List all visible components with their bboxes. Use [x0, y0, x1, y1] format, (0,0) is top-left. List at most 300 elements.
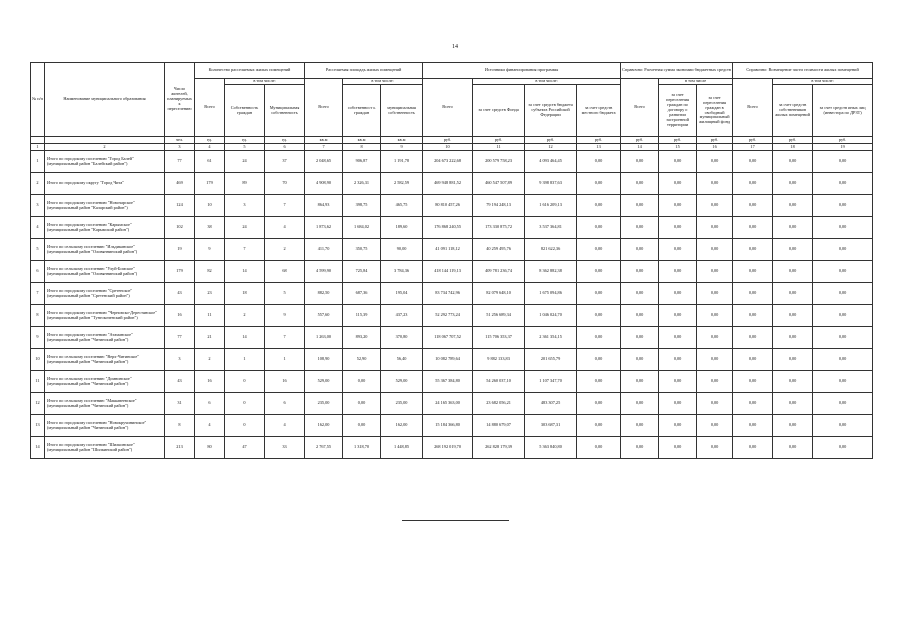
value-cell: 687,36	[343, 283, 381, 305]
row-number: 4	[31, 217, 45, 239]
value-cell: 398,75	[343, 195, 381, 217]
header-residents: Число жителей, планируемых к переселению	[165, 63, 195, 137]
value-cell: 0,00	[659, 393, 697, 415]
value-cell: 14	[225, 327, 265, 349]
value-cell: 0,00	[813, 305, 873, 327]
value-cell: 0,00	[733, 349, 773, 371]
value-cell: 0,00	[733, 173, 773, 195]
table-row	[31, 283, 873, 305]
value-cell: 23 682 056,21	[473, 393, 525, 415]
value-cell: 0,00	[621, 305, 659, 327]
value-cell: 0,00	[813, 173, 873, 195]
value-cell: 0,00	[697, 327, 733, 349]
header-area: Расселяемая площадь жилых помещений	[305, 63, 423, 79]
municipality-name: Итого по городскому поселению "Карымское" (муниципальный район "Карымский район")	[45, 217, 165, 239]
table-row	[31, 349, 873, 371]
value-cell: 469 948 881,52	[423, 173, 473, 195]
value-cell: 303 687,31	[525, 415, 577, 437]
value-cell: 0,00	[773, 437, 813, 459]
column-index-cell: 18	[773, 144, 813, 151]
row-number: 11	[31, 371, 45, 393]
table-row	[31, 261, 873, 283]
table-row	[31, 415, 873, 437]
municipality-name: Итого по сельскому поселению "Маккавеевское" (муниципальный район "Читинский район")	[45, 393, 165, 415]
value-cell: 52 292 773,24	[423, 305, 473, 327]
value-cell: 19	[165, 239, 195, 261]
table-row	[31, 393, 873, 415]
value-cell: 6	[195, 393, 225, 415]
value-cell: 4	[195, 415, 225, 437]
value-cell: 16	[195, 371, 225, 393]
unit-cell: руб.	[473, 137, 525, 144]
signature-line	[402, 520, 509, 521]
header-economy-including: в том числе	[659, 79, 733, 85]
value-cell: 54 260 037,10	[473, 371, 525, 393]
value-cell: 0,00	[697, 283, 733, 305]
row-number: 6	[31, 261, 45, 283]
value-cell: 0,00	[733, 327, 773, 349]
value-cell: 0,00	[659, 415, 697, 437]
value-cell: 0,00	[621, 393, 659, 415]
value-cell: 821 622,36	[525, 239, 577, 261]
value-cell: 0,00	[813, 261, 873, 283]
value-cell: 0,00	[577, 261, 621, 283]
value-cell: 409 781 236,74	[473, 261, 525, 283]
value-cell: 204 673 222,68	[423, 151, 473, 173]
table-row	[31, 217, 873, 239]
unit-cell: руб.	[659, 137, 697, 144]
value-cell: 8 362 882,38	[525, 261, 577, 283]
value-cell: 0,00	[621, 217, 659, 239]
value-cell: 0,00	[733, 371, 773, 393]
header-premises-count: Количество расселяемых жилых помещений	[195, 63, 305, 79]
column-index-cell: 17	[733, 144, 773, 151]
value-cell: 350,75	[343, 239, 381, 261]
unit-cell: ед.	[265, 137, 305, 144]
value-cell: 0,00	[733, 261, 773, 283]
value-cell: 0,00	[659, 349, 697, 371]
unit-cell	[45, 137, 165, 144]
value-cell: 0,00	[659, 239, 697, 261]
value-cell: 0,00	[697, 239, 733, 261]
value-cell: 0,00	[659, 305, 697, 327]
value-cell: 80 810 457,26	[423, 195, 473, 217]
value-cell: 70	[265, 173, 305, 195]
header-premises-total: Всего	[195, 79, 225, 137]
value-cell: 82	[195, 261, 225, 283]
value-cell: 179	[165, 261, 195, 283]
value-cell: 0,00	[621, 349, 659, 371]
column-index-cell: 7	[305, 144, 343, 151]
column-index-cell: 9	[381, 144, 423, 151]
value-cell: 2 767,55	[305, 437, 343, 459]
column-index-cell: 8	[343, 144, 381, 151]
value-cell: 80	[195, 437, 225, 459]
value-cell: 0,00	[343, 371, 381, 393]
value-cell: 83 734 742,96	[423, 283, 473, 305]
value-cell: 9	[265, 305, 305, 327]
value-cell: 0,00	[773, 239, 813, 261]
value-cell: 9 398 837,63	[525, 173, 577, 195]
value-cell: 179	[195, 173, 225, 195]
row-number: 14	[31, 437, 45, 459]
table-row	[31, 371, 873, 393]
value-cell: 893,20	[343, 327, 381, 349]
value-cell: 437,23	[381, 305, 423, 327]
row-number: 7	[31, 283, 45, 305]
value-cell: 201 655,79	[525, 349, 577, 371]
value-cell: 529,00	[305, 371, 343, 393]
value-cell: 0,00	[813, 195, 873, 217]
municipality-name: Итого по сельскому поселению "Ильдиканское" (муниципальный район "Оловяннинский район")	[45, 239, 165, 261]
value-cell: 115 706 353,37	[473, 327, 525, 349]
value-cell: 0,00	[813, 371, 873, 393]
column-index-cell: 16	[697, 144, 733, 151]
header-local-budget: за счет средств местного бюджета	[577, 85, 621, 137]
municipality-name: Итого по городскому поселению "Черновско-Дерестянское" (муниципальный район "Тунгокоченский район")	[45, 305, 165, 327]
value-cell: 0,00	[577, 371, 621, 393]
value-cell: 0,00	[577, 415, 621, 437]
value-cell: 68	[265, 261, 305, 283]
value-cell: 0,00	[813, 327, 873, 349]
value-cell: 0,00	[813, 415, 873, 437]
value-cell: 4 093 464,45	[525, 151, 577, 173]
value-cell: 24	[225, 151, 265, 173]
value-cell: 77	[165, 151, 195, 173]
municipality-name: Итого по городскому округу "Город Чита"	[45, 173, 165, 195]
value-cell: 1 046 024,70	[525, 305, 577, 327]
value-cell: 0,00	[697, 393, 733, 415]
header-area-total: Всего	[305, 79, 343, 137]
value-cell: 0,00	[577, 239, 621, 261]
value-cell: 0,00	[697, 217, 733, 239]
value-cell: 0,00	[813, 239, 873, 261]
unit-cell: кв.м	[305, 137, 343, 144]
value-cell: 0,00	[577, 349, 621, 371]
value-cell: 6	[265, 393, 305, 415]
value-cell: 0,00	[733, 393, 773, 415]
value-cell: 24 165 363,00	[423, 393, 473, 415]
header-area-municipal: муниципальная собственность	[381, 85, 423, 137]
value-cell: 465,75	[381, 195, 423, 217]
value-cell: 370,80	[381, 327, 423, 349]
unit-cell: руб.	[525, 137, 577, 144]
value-cell: 0,00	[659, 151, 697, 173]
value-cell: 0,00	[697, 305, 733, 327]
value-cell: 0,00	[773, 415, 813, 437]
municipality-name: Итого по городскому поселению "Город Балей" (муниципальный район "Балейский район")	[45, 151, 165, 173]
value-cell: 4	[265, 217, 305, 239]
value-cell: 9	[195, 239, 225, 261]
value-cell: 115,39	[343, 305, 381, 327]
value-cell: 906,87	[343, 151, 381, 173]
unit-cell	[31, 137, 45, 144]
table-row	[31, 305, 873, 327]
value-cell: 189,60	[381, 217, 423, 239]
value-cell: 41 091 118,12	[423, 239, 473, 261]
value-cell: 79 194 248,13	[473, 195, 525, 217]
value-cell: 11	[195, 305, 225, 327]
value-cell: 0,00	[697, 415, 733, 437]
municipality-name: Итого по городскому поселению "Сретенское" (муниципальный район "Сретенский район")	[45, 283, 165, 305]
value-cell: 0,00	[577, 305, 621, 327]
value-cell: 2 361 354,15	[525, 327, 577, 349]
value-cell: 2 326,31	[343, 173, 381, 195]
unit-cell: руб.	[813, 137, 873, 144]
value-cell: 0,00	[733, 437, 773, 459]
row-number: 10	[31, 349, 45, 371]
value-cell: 1 318,70	[343, 437, 381, 459]
table-row	[31, 195, 873, 217]
value-cell: 0,00	[733, 305, 773, 327]
value-cell: 55 367 384,80	[423, 371, 473, 393]
value-cell: 16	[265, 371, 305, 393]
value-cell: 1 675 094,86	[525, 283, 577, 305]
value-cell: 268 192 019,70	[423, 437, 473, 459]
value-cell: 52,90	[343, 349, 381, 371]
value-cell: 23	[195, 283, 225, 305]
header-area-including: в том числе:	[343, 79, 423, 85]
value-cell: 124	[165, 195, 195, 217]
value-cell: 0,00	[659, 217, 697, 239]
header-sources: Источники финансирования программы	[423, 63, 621, 79]
value-cell: 0,00	[773, 327, 813, 349]
value-cell: 108,90	[305, 349, 343, 371]
header-premises-including: в том числе:	[225, 79, 305, 85]
value-cell: 90,00	[381, 239, 423, 261]
value-cell: 0,00	[577, 327, 621, 349]
row-number: 3	[31, 195, 45, 217]
value-cell: 3 784,36	[381, 261, 423, 283]
value-cell: 0,00	[773, 371, 813, 393]
value-cell: 0,00	[577, 151, 621, 173]
value-cell: 0,00	[621, 283, 659, 305]
value-cell: 82 079 648,10	[473, 283, 525, 305]
value-cell: 0,00	[621, 239, 659, 261]
row-number: 8	[31, 305, 45, 327]
value-cell: 31	[165, 393, 195, 415]
municipality-name: Итого по сельскому поселению "Улуй-Бомское" (муниципальный район "Оловяннинский район")	[45, 261, 165, 283]
municipality-name: Итого по городскому поселению "Новокручининское" (муниципальный район "Читинский район")	[45, 415, 165, 437]
value-cell: 213	[165, 437, 195, 459]
column-index-cell: 15	[659, 144, 697, 151]
value-cell: 1	[225, 349, 265, 371]
row-number: 1	[31, 151, 45, 173]
value-cell: 40 259 495,76	[473, 239, 525, 261]
value-cell: 262 828 179,39	[473, 437, 525, 459]
value-cell: 1 448,85	[381, 437, 423, 459]
unit-cell: ед.	[195, 137, 225, 144]
value-cell: 0,00	[621, 195, 659, 217]
header-fund: за счет средств Фонда	[473, 85, 525, 137]
table-row	[31, 173, 873, 195]
unit-cell: кв.м	[343, 137, 381, 144]
value-cell: 0,00	[813, 283, 873, 305]
value-cell: 195,04	[381, 283, 423, 305]
value-cell: 0,00	[343, 415, 381, 437]
value-cell: 0,00	[659, 437, 697, 459]
value-cell: 411,70	[305, 239, 343, 261]
value-cell: 0,00	[733, 217, 773, 239]
value-cell: 0,00	[577, 217, 621, 239]
header-compensation-total: Всего	[733, 79, 773, 137]
page-number: 14	[452, 44, 458, 50]
value-cell: 0,00	[813, 151, 873, 173]
value-cell: 7	[265, 195, 305, 217]
value-cell: 0	[225, 393, 265, 415]
value-cell: 0,00	[659, 173, 697, 195]
column-index-cell: 13	[577, 144, 621, 151]
value-cell: 0,00	[343, 393, 381, 415]
unit-cell: кв.м	[381, 137, 423, 144]
value-cell: 4 599,90	[305, 261, 343, 283]
column-index-cell: 11	[473, 144, 525, 151]
value-cell: 0,00	[773, 393, 813, 415]
value-cell: 0,00	[697, 437, 733, 459]
value-cell: 5 363 840,80	[525, 437, 577, 459]
header-compensation-including: в том числе:	[773, 79, 873, 85]
value-cell: 1 873,62	[305, 217, 343, 239]
value-cell: 14	[225, 261, 265, 283]
value-cell: 7	[225, 239, 265, 261]
value-cell: 0,00	[621, 415, 659, 437]
value-cell: 0,00	[773, 173, 813, 195]
value-cell: 1 616 209,13	[525, 195, 577, 217]
value-cell: 0,00	[659, 327, 697, 349]
value-cell: 0,00	[773, 195, 813, 217]
column-index-cell: 4	[195, 144, 225, 151]
municipality-name: Итого по городскому поселению "Шилкинское" (муниципальный район "Шилкинский район")	[45, 437, 165, 459]
value-cell: 0,00	[659, 283, 697, 305]
value-cell: 5	[265, 283, 305, 305]
column-index-cell: 14	[621, 144, 659, 151]
value-cell: 529,00	[381, 371, 423, 393]
header-economy: Справочно: Расчетная сумма экономии бюджетных средств	[621, 63, 733, 79]
value-cell: 2	[195, 349, 225, 371]
value-cell: 0,00	[813, 437, 873, 459]
value-cell: 77	[165, 327, 195, 349]
header-economy-drzt: за счет переселения граждан по договору о развитии застроенной территории	[659, 85, 697, 137]
value-cell: 0,00	[621, 371, 659, 393]
value-cell: 0,00	[659, 195, 697, 217]
value-cell: 24	[225, 217, 265, 239]
unit-cell: чел.	[165, 137, 195, 144]
table-row	[31, 151, 873, 173]
value-cell: 0	[225, 371, 265, 393]
value-cell: 864,93	[305, 195, 343, 217]
municipality-name: Итого по сельскому поселению "Верх-Читинское" (муниципальный район "Читинский район")	[45, 349, 165, 371]
unit-cell: руб.	[577, 137, 621, 144]
value-cell: 0,00	[577, 393, 621, 415]
header-no: № п/п	[31, 63, 45, 137]
value-cell: 2	[265, 239, 305, 261]
table-row	[31, 437, 873, 459]
value-cell: 0,00	[621, 261, 659, 283]
value-cell: 0,00	[621, 327, 659, 349]
value-cell: 43	[165, 283, 195, 305]
header-economy-total: Всего	[621, 79, 659, 137]
value-cell: 7	[265, 327, 305, 349]
value-cell: 0,00	[577, 195, 621, 217]
unit-cell: руб.	[621, 137, 659, 144]
header-economy-free-fund: за счет переселения граждан в свободный муниципальный жилищный фонд	[697, 85, 733, 137]
value-cell: 10	[195, 195, 225, 217]
value-cell: 1	[265, 349, 305, 371]
value-cell: 0,00	[697, 261, 733, 283]
value-cell: 469	[165, 173, 195, 195]
value-cell: 0,00	[773, 349, 813, 371]
value-cell: 0,00	[697, 151, 733, 173]
value-cell: 0,00	[813, 393, 873, 415]
value-cell: 3	[165, 349, 195, 371]
value-cell: 557,60	[305, 305, 343, 327]
value-cell: 0,00	[733, 283, 773, 305]
value-cell: 47	[225, 437, 265, 459]
value-cell: 0,00	[697, 371, 733, 393]
header-citizen-property: Собственность граждан	[225, 85, 265, 137]
value-cell: 2 582,59	[381, 173, 423, 195]
value-cell: 0,00	[813, 349, 873, 371]
unit-cell: ед.	[225, 137, 265, 144]
column-index-cell: 10	[423, 144, 473, 151]
value-cell: 21	[195, 327, 225, 349]
value-cell: 61	[195, 151, 225, 173]
value-cell: 0,00	[577, 437, 621, 459]
value-cell: 10 082 789,64	[423, 349, 473, 371]
value-cell: 0,00	[773, 283, 813, 305]
value-cell: 4 908,90	[305, 173, 343, 195]
municipality-name: Итого по городскому поселению "Новочарское" (муниципальный район "Каларский район")	[45, 195, 165, 217]
value-cell: 0,00	[577, 283, 621, 305]
units-row	[31, 137, 873, 144]
header-municipal-property: Муниципальная собственность	[265, 85, 305, 137]
value-cell: 102	[165, 217, 195, 239]
value-cell: 1 191,78	[381, 151, 423, 173]
row-number: 13	[31, 415, 45, 437]
value-cell: 0,00	[659, 371, 697, 393]
value-cell: 33	[265, 437, 305, 459]
value-cell: 51 256 689,34	[473, 305, 525, 327]
value-cell: 460 547 507,89	[473, 173, 525, 195]
value-cell: 0,00	[621, 173, 659, 195]
row-number: 2	[31, 173, 45, 195]
header-sources-total: Всего	[423, 79, 473, 137]
value-cell: 882,50	[305, 283, 343, 305]
value-cell: 38	[195, 217, 225, 239]
value-cell: 0,00	[697, 173, 733, 195]
column-index-cell: 1	[31, 144, 45, 151]
column-index-cell: 5	[225, 144, 265, 151]
header-compensation-owners: за счет средств собственников жилых помещений	[773, 85, 813, 137]
value-cell: 0,00	[773, 305, 813, 327]
value-cell: 8	[165, 415, 195, 437]
value-cell: 0,00	[697, 349, 733, 371]
value-cell: 18	[225, 283, 265, 305]
unit-cell: руб.	[773, 137, 813, 144]
value-cell: 0,00	[621, 437, 659, 459]
column-index-cell: 12	[525, 144, 577, 151]
value-cell: 16	[165, 305, 195, 327]
value-cell: 1 263,00	[305, 327, 343, 349]
header-sources-including: в том числе:	[473, 79, 621, 85]
value-cell: 89	[225, 173, 265, 195]
value-cell: 0,00	[813, 217, 873, 239]
value-cell: 0,00	[733, 195, 773, 217]
row-number: 5	[31, 239, 45, 261]
value-cell: 56,40	[381, 349, 423, 371]
unit-cell: руб.	[697, 137, 733, 144]
resettlement-table	[30, 62, 873, 459]
